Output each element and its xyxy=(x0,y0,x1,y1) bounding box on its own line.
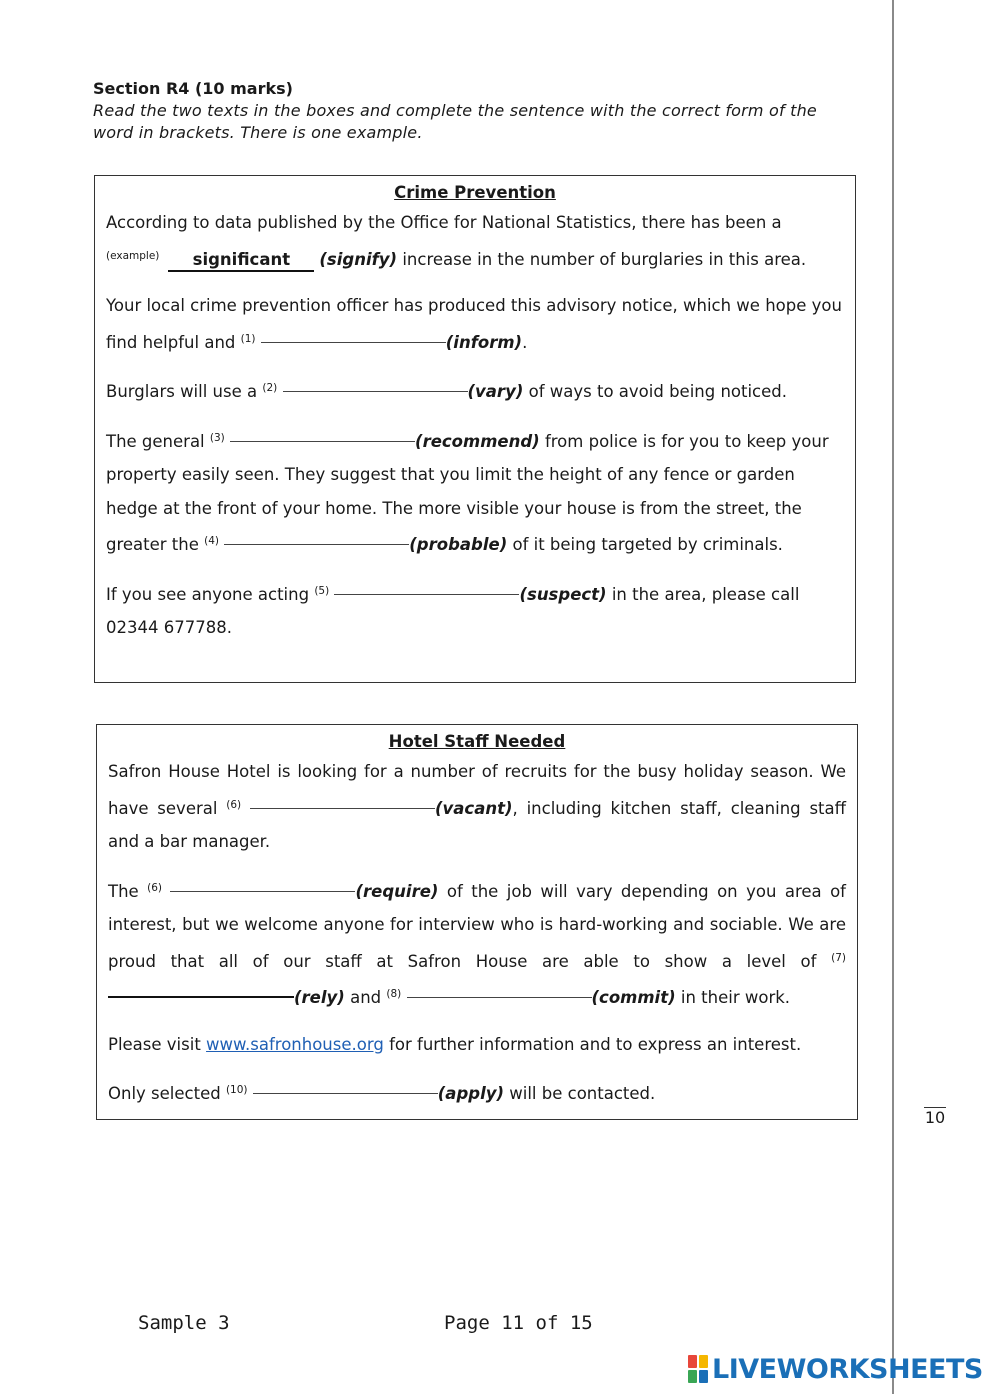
example-label: (example) xyxy=(106,249,160,262)
word-hint: (signify) xyxy=(319,249,398,269)
answer-blank-7[interactable] xyxy=(108,995,294,998)
paragraph-text: for further information and to express an interest. xyxy=(389,1034,802,1054)
instructions: Read the two texts in the boxes and complete the sentence with the correct form of the word in brackets. There is one example. xyxy=(93,101,817,142)
paragraph-2 xyxy=(106,372,844,409)
hotel-staff-box xyxy=(96,724,858,1120)
question-number: (6) xyxy=(147,881,163,894)
hotel-staff-title: Hotel Staff Needed xyxy=(388,732,566,751)
question-number: (6) xyxy=(226,798,242,811)
answer-blank-5[interactable] xyxy=(334,593,519,595)
paragraph-text: The general xyxy=(106,431,205,451)
paragraph-text: increase in the number of burglaries in this area. xyxy=(402,249,807,269)
word-hint: (suspect) xyxy=(519,584,607,604)
paragraph-text: of ways to avoid being noticed. xyxy=(528,382,788,401)
paragraph-text: The xyxy=(108,881,139,901)
question-number: (10) xyxy=(225,1084,248,1096)
crime-prevention-box xyxy=(94,175,856,683)
paragraph-text: will be contacted. xyxy=(509,1084,656,1103)
answer-blank-1[interactable] xyxy=(261,341,446,343)
word-hint: (vacant) xyxy=(434,798,513,818)
logo-square xyxy=(688,1355,697,1368)
crime-prevention-title: Crime Prevention xyxy=(394,183,556,202)
section-header xyxy=(93,78,833,144)
answer-blank-4[interactable] xyxy=(224,543,409,545)
answer-blank-6[interactable] xyxy=(250,807,435,809)
paragraph-5 xyxy=(108,755,846,859)
margin-rule xyxy=(892,0,894,1394)
paragraph-text: in the area, please call 02344 677788. xyxy=(106,584,800,637)
paragraph-text: of it being targeted by criminals. xyxy=(512,535,783,554)
paragraph-text: Only selected xyxy=(108,1084,221,1103)
word-hint: (rely) xyxy=(294,988,345,1007)
answer-blank-10[interactable] xyxy=(253,1092,438,1094)
paragraph-7 xyxy=(108,1028,846,1062)
paragraph-text: , including kitchen staff, cleaning staff and a bar manager. xyxy=(108,798,846,851)
section-title: Section R4 (10 marks) xyxy=(93,79,293,98)
paragraph-text: Burglars will use a xyxy=(106,382,258,401)
question-number: (5) xyxy=(314,584,330,597)
example-answer: significant xyxy=(168,250,314,272)
marks-total: 10 xyxy=(924,1108,946,1127)
paragraph-text: from police is for you to keep your property easily seen. They suggest that you limit the height of any fence or garden hedge at the front of your home. The more visible your house is from the street, the greater the xyxy=(106,431,829,554)
question-number: (1) xyxy=(240,332,256,345)
paragraph-text: According to data published by the Office for National Statistics, there has been a xyxy=(106,213,782,232)
answer-blank-6b[interactable] xyxy=(170,890,355,892)
word-hint: (vary) xyxy=(467,382,524,401)
paragraph-8 xyxy=(108,1074,846,1111)
paragraph-text: If you see anyone acting xyxy=(106,584,310,604)
footer-page-number: Page 11 of 15 xyxy=(444,1312,593,1334)
answer-blank-8[interactable] xyxy=(407,996,592,998)
liveworksheets-logo-icon xyxy=(688,1355,708,1383)
question-number: (4) xyxy=(204,535,220,547)
paragraph-1 xyxy=(106,289,844,359)
word-hint: (apply) xyxy=(437,1084,505,1103)
logo-text: LIVEWORKSHEETS xyxy=(712,1353,983,1385)
paragraph-6 xyxy=(108,872,846,1015)
footer-sample: Sample 3 xyxy=(138,1312,230,1334)
word-hint: (require) xyxy=(355,881,439,901)
word-hint: (recommend) xyxy=(415,431,540,451)
paragraph-text: Safron House Hotel is looking for a number of recruits for the busy holiday season. We have several xyxy=(108,762,846,818)
paragraph-example xyxy=(106,206,844,276)
liveworksheets-logo[interactable] xyxy=(688,1352,983,1386)
logo-square xyxy=(699,1355,708,1368)
logo-square xyxy=(688,1370,697,1383)
paragraph-text: and xyxy=(350,988,382,1007)
question-number: (2) xyxy=(262,382,278,394)
punctuation: . xyxy=(522,332,528,352)
logo-square xyxy=(699,1370,708,1383)
word-hint: (commit) xyxy=(591,988,676,1007)
paragraph-text: Please visit xyxy=(108,1034,201,1054)
paragraph-4 xyxy=(106,575,844,645)
word-hint: (probable) xyxy=(409,535,508,554)
paragraph-text: in their work. xyxy=(680,988,791,1007)
answer-blank-2[interactable] xyxy=(283,390,468,392)
question-number: (8) xyxy=(386,988,402,1000)
answer-blank-3[interactable] xyxy=(230,440,415,442)
question-number: (7) xyxy=(831,951,846,964)
paragraph-text: of the job will vary depending on you area of interest, but we welcome anyone for interview who is hard-working and sociable. We are proud that all of our staff at Safron House are able to show a level of xyxy=(108,881,846,971)
word-hint: (inform) xyxy=(445,332,523,352)
question-number: (3) xyxy=(209,431,225,444)
paragraph-text: Your local crime prevention officer has produced this advisory notice, which we hope you find helpful and xyxy=(106,296,842,352)
paragraph-3 xyxy=(106,422,844,562)
website-link[interactable]: www.safronhouse.org xyxy=(206,1034,384,1054)
